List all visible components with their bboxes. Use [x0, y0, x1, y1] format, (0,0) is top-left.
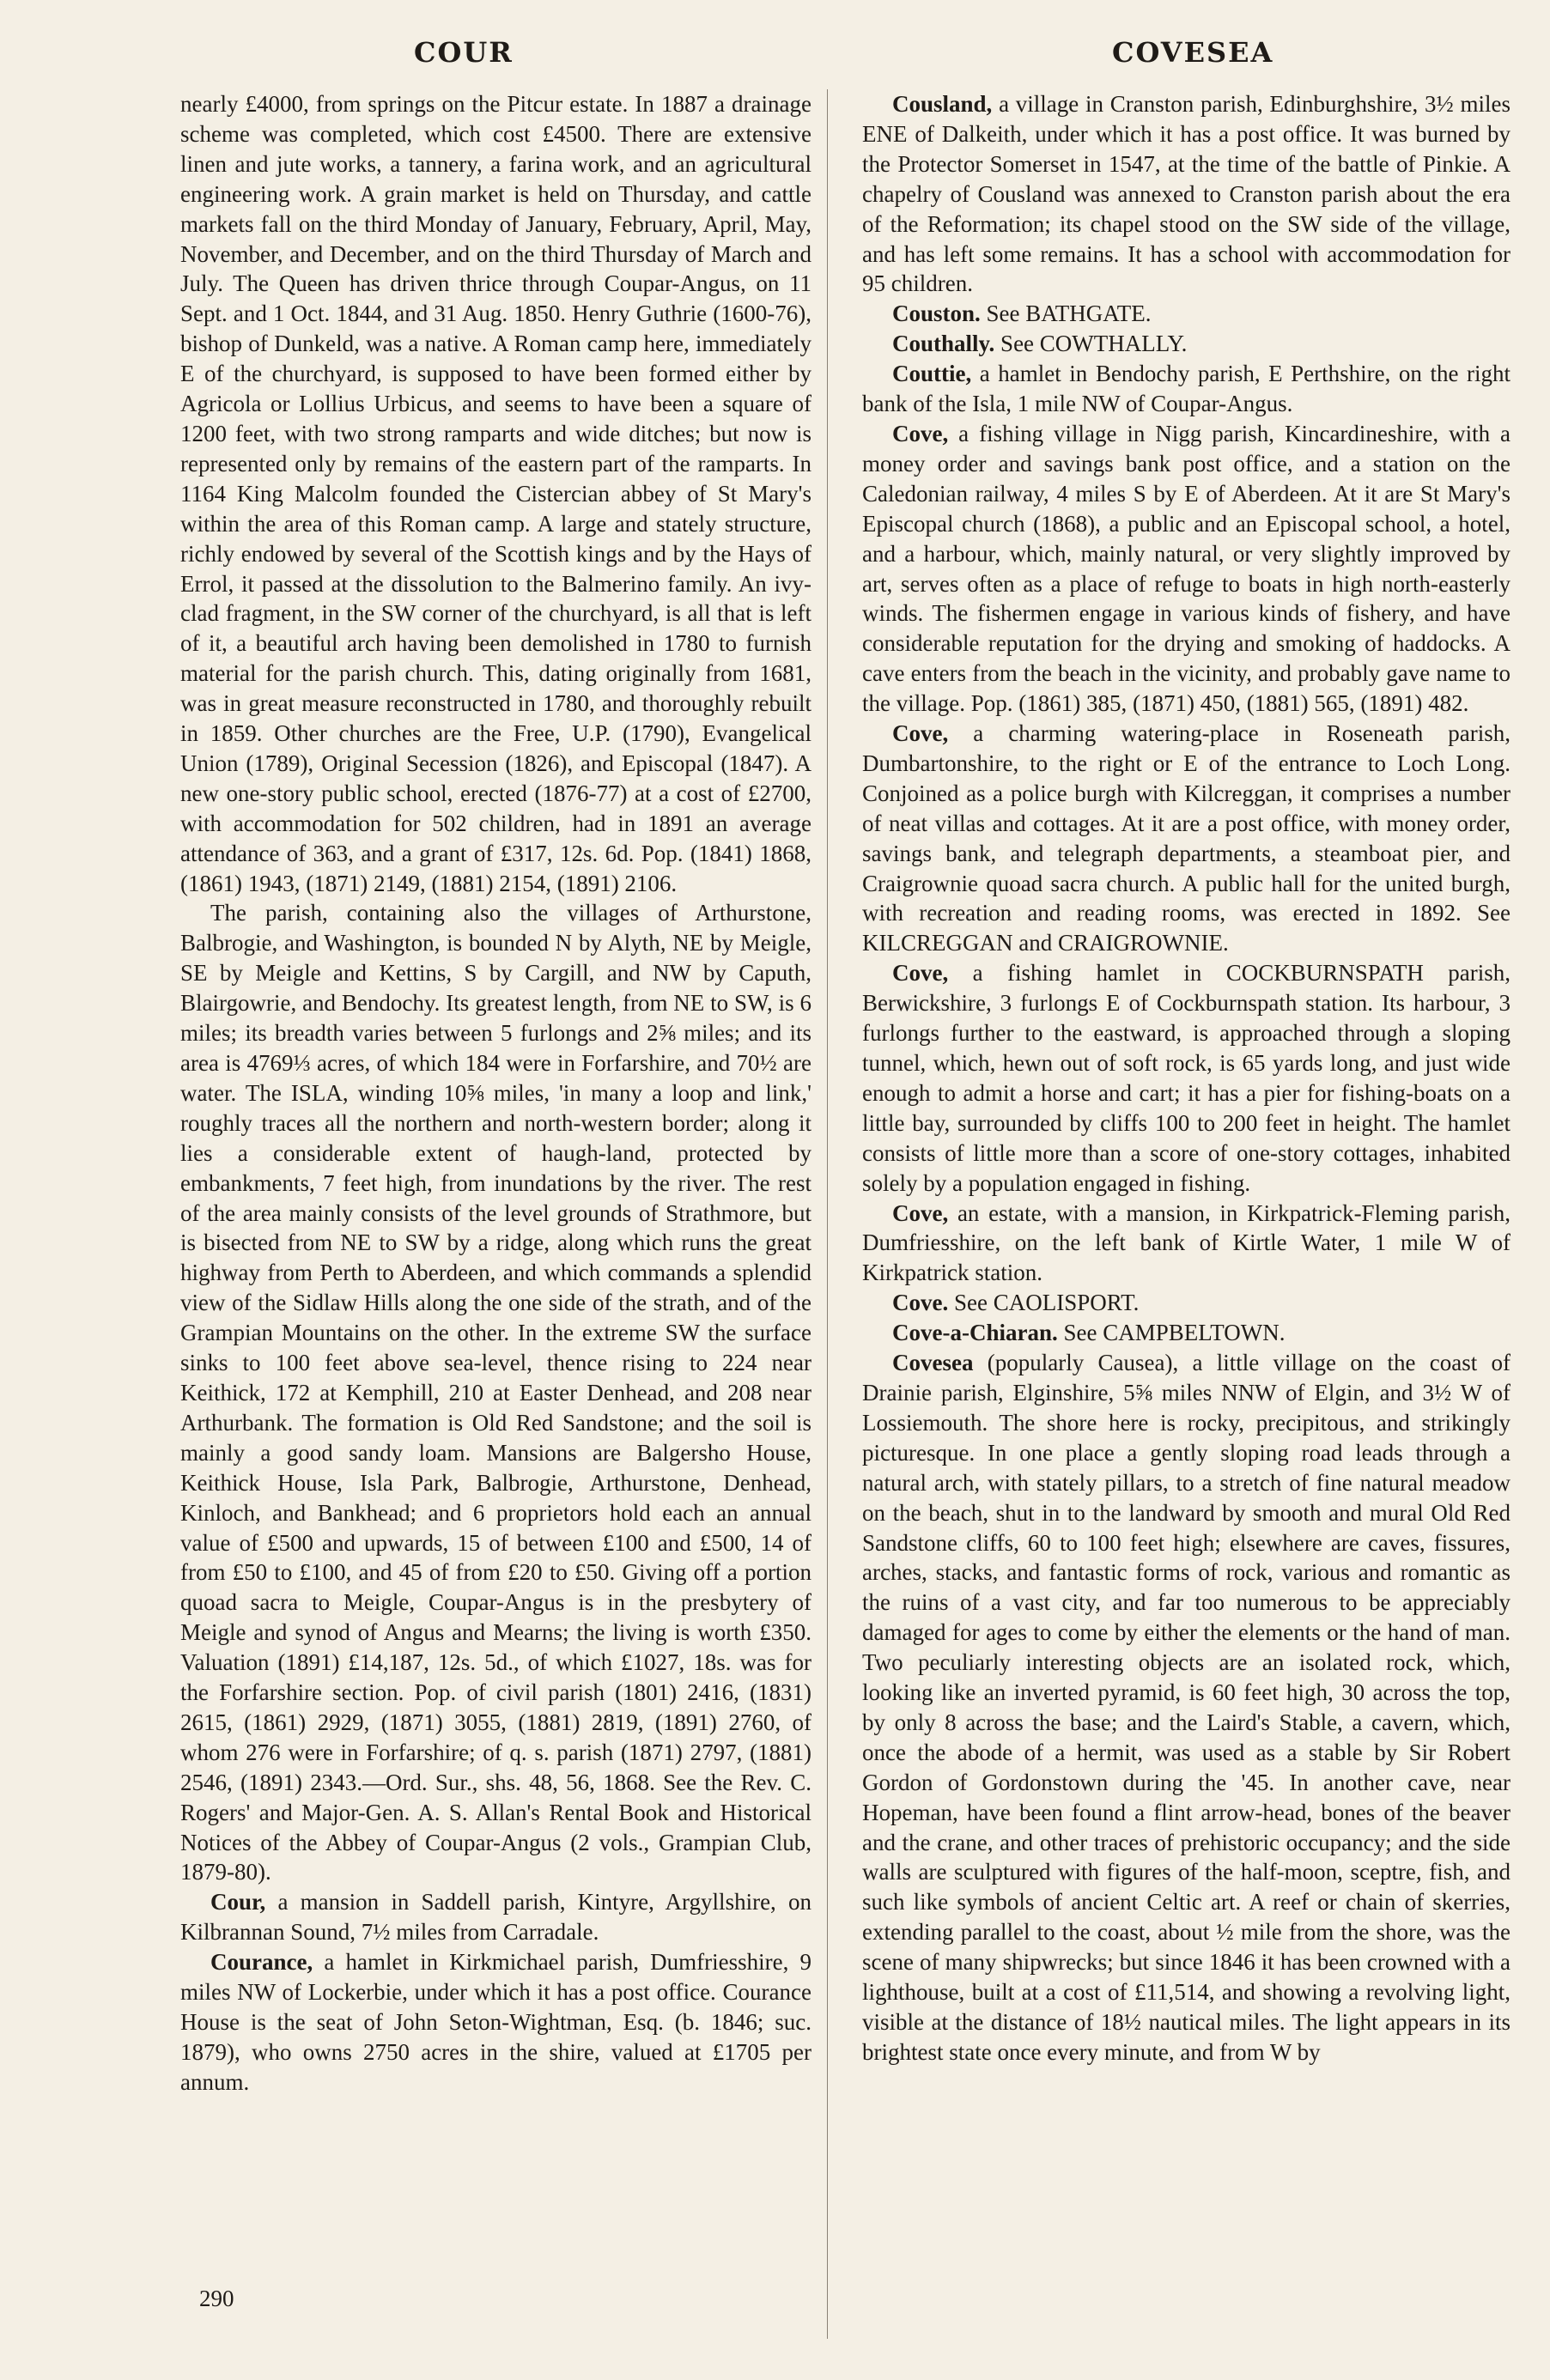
entry-couthally	[862, 329, 1510, 359]
headword: Couttie,	[892, 361, 972, 387]
entry-cove-a-chiaran	[862, 1318, 1510, 1348]
running-head-left: COUR	[414, 36, 514, 69]
entry-text: a fishing hamlet in COCKBURNSPATH parish, Berwickshire, 3 furlongs E of Cockburnspath station. Its harbour, 3 furlongs further to the eastward, is approached through a sloping tunnel, which, hewn out of soft rock, is 65 yards long, and just wide enough to admit a horse and cart; it has a pier for fishing-boats on a little bay, surrounded by cliffs 100 to 200 feet in height. The hamlet consists of little more than a score of one-story cottages, inhabited solely by a population engaged in fishing.	[862, 960, 1510, 1196]
left-column	[180, 89, 811, 2098]
running-head-right: COVESEA	[1112, 36, 1274, 69]
headword: Cove.	[892, 1290, 949, 1316]
page-number: 290	[199, 2286, 234, 2311]
entry-text: See COWTHALLY.	[994, 331, 1188, 357]
entry-courance	[180, 1947, 811, 2098]
entry-text: a fishing village in Nigg parish, Kincardineshire, with a money order and savings bank post office, and a station on the Caledonian railway, 4 miles S by E of Aberdeen. At it are St Mary's Episcopal church (1868), a public and an Episcopal school, a hotel, and a harbour, which, mainly natural, or very slightly improved by art, serves often as a place of refuge to boats in high north-easterly winds. The fishermen engage in various kinds of fishery, and have considerable reputation for the drying and smoking of haddocks. A cave enters from the beach in the vicinity, and probably gave name to the village. Pop. (1861) 385, (1871) 450, (1881) 565, (1891) 482.	[862, 420, 1510, 717]
headword: Cove,	[892, 720, 949, 747]
entry-cousland	[862, 89, 1510, 299]
column-divider	[827, 89, 828, 2339]
headword: Cousland,	[892, 91, 993, 117]
headword: Cove,	[892, 420, 949, 446]
entry-cove-dumfriesshire	[862, 1199, 1510, 1289]
entry-text: See BATHGATE.	[980, 301, 1152, 327]
entry-cove-dumbartonshire	[862, 719, 1510, 958]
headword: Couthally.	[892, 331, 995, 357]
headword: Courance,	[210, 1949, 313, 1976]
entry-couston	[862, 299, 1510, 329]
headword: Covesea	[892, 1350, 974, 1376]
entry-text: a village in Cranston parish, Edinburghshire, 3½ miles ENE of Dalkeith, under which it has a post office. It was burned by the Protector Somerset in 1547, at the time of the battle of Pinkie. A chapelry of Cousland was annexed to Cranston parish about the era of the Reformation; its chapel stood on the SW side of the village, and has left some remains. It has a school with accommodation for 95 children.	[862, 91, 1510, 297]
entry-cove-kincardineshire	[862, 419, 1510, 719]
entry-text: See CAOLISPORT.	[948, 1290, 1140, 1316]
entry-text: a mansion in Saddell parish, Kintyre, Argyllshire, on Kilbrannan Sound, 7½ miles from Carradale.	[180, 1889, 811, 1946]
entry-text: (popularly Causea), a little village on the coast of Drainie parish, Elginshire, 5⅝ miles NNW of Elgin, and 3½ W of Lossiemouth. The shore here is rocky, precipitous, and strikingly picturesque. In one place a gently sloping road leads through a natural arch, with stately pillars, to a stretch of fine natural meadow on the beach, shut in to the landward by smooth and mural Old Red Sandstone cliffs, 60 to 100 feet high; elsewhere are caves, fissures, arches, stacks, and fantastic forms of rock, various and romantic as the ruins of a vast city, and far too numerous to be appreciably damaged for ages to come by either the elements or the hand of man. Two peculiarly interesting objects are an isolated rock, which, looking like an inverted pyramid, is 60 feet high, 30 across the top, by only 8 across the base; and the Laird's Stable, a cavern, which, once the abode of a hermit, was used as a stable by Sir Robert Gordon of Gordonstown during the '45. In another cave, near Hopeman, have been found a flint arrow-head, bones of the beaver and the crane, and other traces of prehistoric occupancy; and the side walls are sculptured with figures of the half-moon, sceptre, fish, and such like symbols of ancient Celtic art. A reef or chain of skerries, extending parallel to the coast, about ½ mile from the shore, was the scene of many shipwrecks; but since 1846 it has been crowned with a lighthouse, built at a cost of £11,514, and showing a revolving light, visible at the distance of 18½ nautical miles. The light appears in its brightest state once every minute, and from W by	[862, 1350, 1510, 2065]
entry-covesea	[862, 1348, 1510, 2067]
headword: Couston.	[892, 301, 981, 327]
headword: Cove,	[892, 960, 949, 987]
paragraph: The parish, containing also the villages of Arthurstone, Balbrogie, and Washington, is bounded N by Alyth, NE by Meigle, SE by Meigle and Kettins, S by Cargill, and NW by Caputh, Blairgowrie, and Bendochy. Its greatest length, from NE to SW, is 6 miles; its breadth varies between 5 furlongs and 2⅝ miles; and its area is 4769⅓ acres, of which 184 were in Forfarshire, and 70½ are water. The ISLA, winding 10⅝ miles, 'in many a loop and link,' roughly traces all the northern and north-western border; along it lies a considerable extent of haugh-land, protected by embankments, 7 feet high, from inundations by the river. The rest of the area mainly consists of the level grounds of Strathmore, but is bisected from NE to SW by a ridge, along which runs the great highway from Perth to Aberdeen, and which commands a splendid view of the Sidlaw Hills along the one side of the strath, and of the Grampian Mountains on the other. In the extreme SW the surface sinks to 100 feet above sea-level, thence rising to 224 near Keithick, 172 at Kemphill, 210 at Easter Denhead, and 208 near Arthurbank. The formation is Old Red Sandstone; and the soil is mainly a good sandy loam. Mansions are Balgersho House, Keithick House, Isla Park, Balbrogie, Arthurstone, Denhead, Kinloch, and Bankhead; and 6 proprietors hold each an annual value of £500 and upwards, 15 of between £100 and £500, 14 of from £50 to £100, and 45 of from £20 to £50. Giving off a portion quoad sacra to Meigle, Coupar-Angus is in the presbytery of Meigle and synod of Angus and Mearns; the living is worth £350. Valuation (1891) £14,187, 12s. 5d., of which £1027, 18s. was for the Forfarshire section. Pop. of civil parish (1801) 2416, (1831) 2615, (1861) 2929, (1871) 3055, (1881) 2819, (1891) 2760, of whom 276 were in Forfarshire; of q. s. parish (1871) 2797, (1881) 2546, (1891) 2343.—Ord. Sur., shs. 48, 56, 1868. See the Rev. C. Rogers' and Major-Gen. A. S. Allan's Rental Book and Historical Notices of the Abbey of Coupar-Angus (2 vols., Grampian Club, 1879-80).	[180, 900, 811, 1885]
entry-cour	[180, 1887, 811, 1947]
entry-cove-berwickshire	[862, 958, 1510, 1198]
entry-text: an estate, with a mansion, in Kirkpatrick-Fleming parish, Dumfriesshire, on the left bank of Kirtle Water, 1 mile W of Kirkpatrick station.	[862, 1199, 1510, 1286]
paragraph: nearly £4000, from springs on the Pitcur estate. In 1887 a drainage scheme was completed, which cost £4500. There are extensive linen and jute works, a tannery, a farina work, and an agricultural engineering work. A grain market is held on Thursday, and cattle markets fall on the third Monday of January, February, April, May, November, and December, and on the third Thursday of March and July. The Queen has driven thrice through Coupar-Angus, on 11 Sept. and 1 Oct. 1844, and 31 Aug. 1850. Henry Guthrie (1600-76), bishop of Dunkeld, was a native. A Roman camp here, immediately E of the churchyard, is supposed to have been formed either by Agricola or Lollius Urbicus, and seems to have been a square of 1200 feet, with two strong ramparts and wide ditches; but now is represented only by remains of the eastern part of the ramparts. In 1164 King Malcolm founded the Cistercian abbey of St Mary's within the area of this Roman camp. A large and stately structure, richly endowed by several of the Scottish kings and by the Hays of Errol, it passed at the dissolution to the Balmerino family. An ivy-clad fragment, in the SW corner of the churchyard, is all that is left of it, a beautiful arch having been demolished in 1780 to furnish material for the parish church. This, dating originally from 1681, was in great measure reconstructed in 1780, and thoroughly rebuilt in 1859. Other churches are the Free, U.P. (1790), Evangelical Union (1789), Original Secession (1826), and Episcopal (1847). A new one-story public school, erected (1876-77) at a cost of £2700, with accommodation for 502 children, had in 1891 an average attendance of 363, and a grant of £317, 12s. 6d. Pop. (1841) 1868, (1861) 1943, (1871) 2149, (1881) 2154, (1891) 2106.	[180, 91, 811, 896]
entry-text: a charming watering-place in Roseneath parish, Dumbartonshire, to the right or E of the entrance to Loch Long. Conjoined as a police burgh with Kilcreggan, it comprises a number of neat villas and cottages. At it are a post office, with money order, savings bank, and telegraph departments, a steamboat pier, and Craigrownie quoad sacra church. A public hall for the united burgh, with recreation and reading rooms, was erected in 1892. See KILCREGGAN and CRAIGROWNIE.	[862, 720, 1510, 956]
headword: Cove,	[892, 1199, 949, 1226]
entry-cove-caolisport	[862, 1288, 1510, 1318]
entry-text: a hamlet in Kirkmichael parish, Dumfriesshire, 9 miles NW of Lockerbie, under which it has a post office. Courance House is the seat of John Seton-Wightman, Esq. (b. 1846; suc. 1879), who owns 2750 acres in the shire, valued at £1705 per annum.	[180, 1949, 811, 2095]
entry-couttie	[862, 359, 1510, 419]
right-column	[862, 89, 1510, 2067]
headword: Cour,	[210, 1889, 266, 1916]
headword: Cove-a-Chiaran.	[892, 1320, 1058, 1346]
entry-text: a hamlet in Bendochy parish, E Perthshire, on the right bank of the Isla, 1 mile NW of Coupar-Angus.	[862, 361, 1510, 417]
entry-text: See CAMPBELTOWN.	[1057, 1320, 1286, 1346]
